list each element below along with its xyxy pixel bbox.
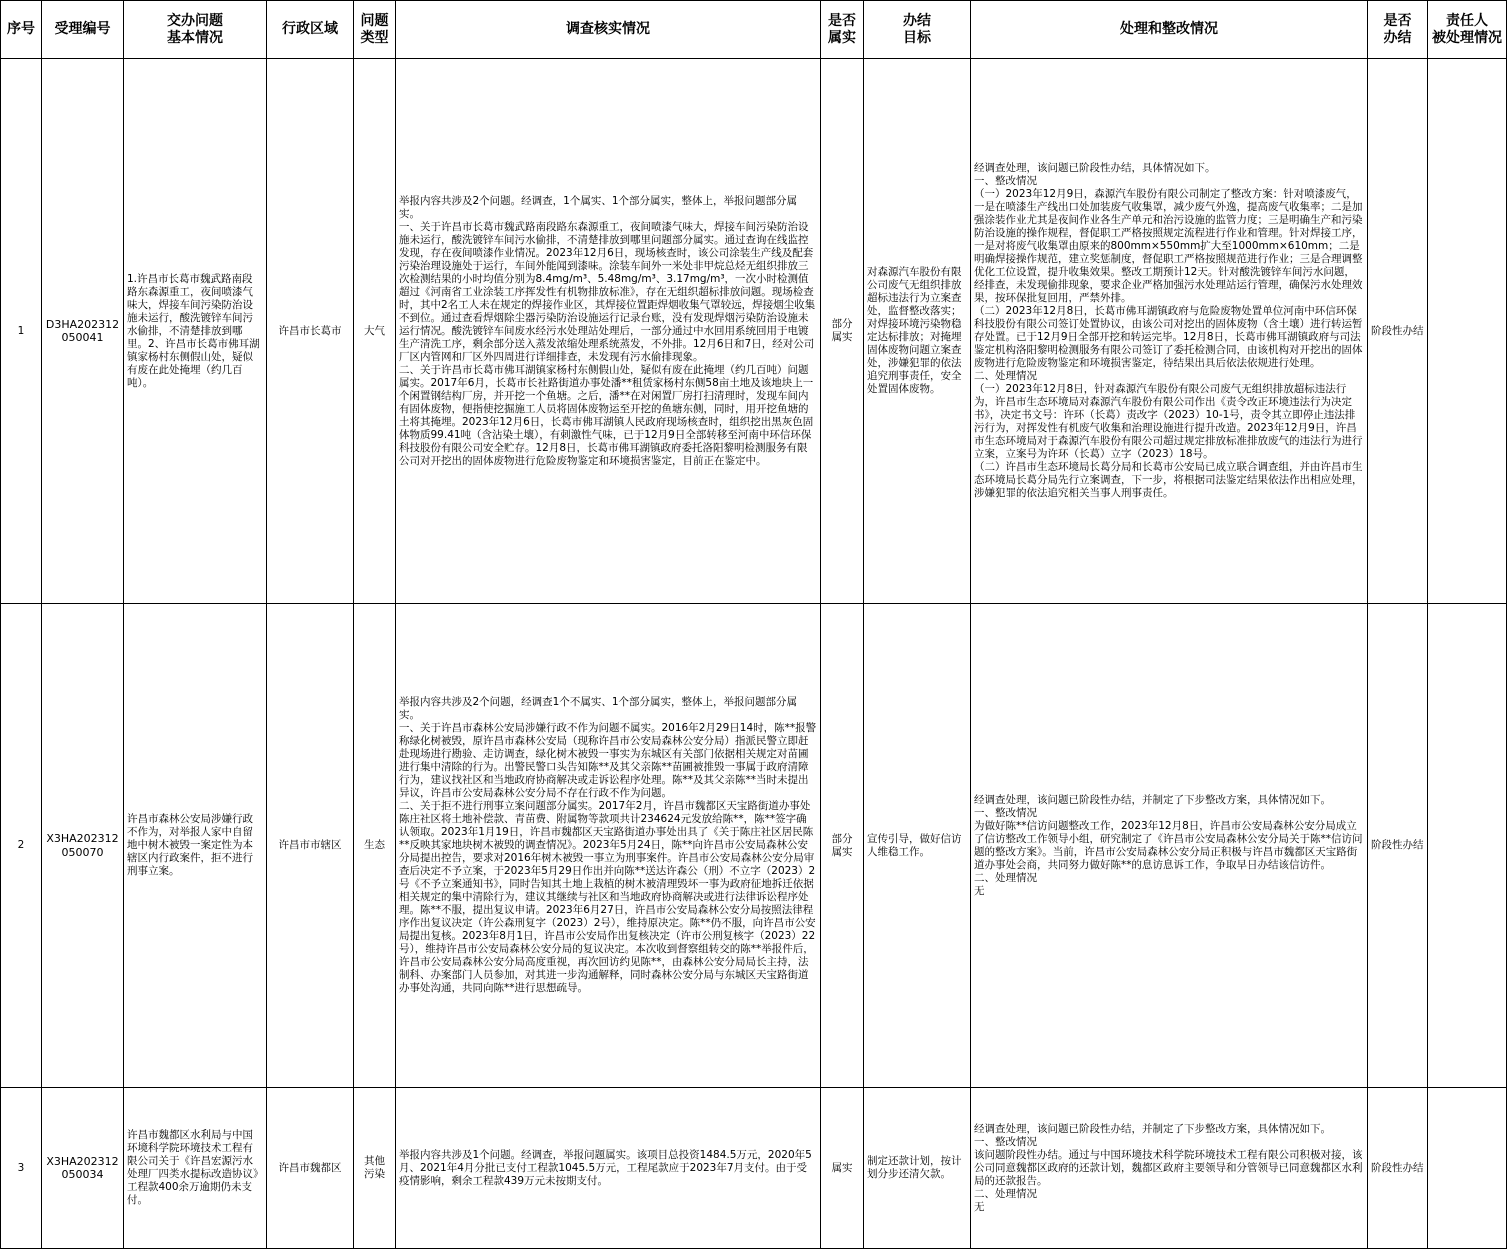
row-problem: 1.许昌市长葛市魏武路南段路东森源重工，夜间喷漆气味大，焊接车间污染防治设施未运行，酸洗镀锌车间污水偷排，不清楚排放到哪里。2、许昌市长葛市佛耳湖镇家杨村东侧假山处，疑似有废在此处掩埋（约几百吨）。 [124,59,267,604]
row-handling: 经调查处理，该问题已阶段性办结，具体情况如下。 一、整改情况 （一）2023年12月9日，森源汽车股份有限公司制定了整改方案：针对喷漆废气，一是在喷漆生产线出口处加装废气收集罩，减少废气外逸，提高废气收集率；二是加强涂装作业尤其是夜间作业各生产单元和治污设施的监管力度；三是明确生产和污染防治设施的操作规程，督促职工严格按照规定流程进行作业和管理。针对焊接工序，一是对将废气收集罩由原来的800mm×550mm扩大至1000mm×610mm；二是明确焊接操作规范，建立奖惩制度，督促职工严格按照规范进行作业；三是合理调整优化工位设置，提升收集效果。整改工期预计12天。针对酸洗镀锌车间污水问题，经排查，未发现偷排现象，要求企业严格加强污水处理站运行管理，确保污水处理效果，按环保批复回用，严禁外排。 （二）2023年12月8日，长葛市佛耳湖镇政府与危险废物处置单位河南中环信环保科技股份有限公司签订处置协议，由该公司对挖出的固体废物（含土壤）进行转运暂存处置。已于12月9日全部开挖和转运完毕。12月8日，长葛市佛耳湖镇政府与司法鉴定机构洛阳黎明检测服务有限公司签订了委托检测合同，由该机构对开挖出的固体废物进行危险废物鉴定和环境损害鉴定，待结果出具后依法依规进行处理。 二、处理情况 （一）2023年12月8日，针对森源汽车股份有限公司废气无组织排放超标违法行为，许昌市生态环境局对森源汽车股份有限公司作出《责令改正环境违法行为决定书》，决定书文号：许环（长葛）责改字（2023）10-1号，责令其立即停止违法排污行为，对挥发性有机废气收集和治理设施进行提升改造。2023年12月9日，许昌市生态环境局对于森源汽车股份有限公司超过规定排放标准排放废气的违法行为进行立案，立案号为许环（长葛）立字（2023）18号。 （二）许昌市生态环境局长葛分局和长葛市公安局已成立联合调查组，并由许昌市生态环境局长葛分局先行立案调查，下一步，将根据司法鉴定结果依法作出相应处理，涉嫌犯罪的依法追究相关当事人刑事责任。 [971,59,1368,604]
row-responsible [1428,1088,1507,1249]
row-investigation: 举报内容共涉及1个问题。经调查，举报问题属实。该项目总投资1484.5万元，2020年5月、2021年4月分批已支付工程款1045.5万元，工程尾款应于2023年7月支付。由于受疫情影响，剩余工程款439万元未按期支付。 [396,1088,821,1249]
table-row [1,1088,1507,1249]
table-row [1,59,1507,604]
header-type: 问题 类型 [354,1,396,59]
row-done: 阶段性办结 [1368,604,1428,1088]
row-responsible [1428,59,1507,604]
header-problem: 交办问题 基本情况 [124,1,267,59]
row-id: X3HA202312 050034 [42,1088,124,1249]
row-responsible [1428,604,1507,1088]
header-seq: 序号 [1,1,42,59]
row-type: 生态 [354,604,396,1088]
row-truth: 部分 属实 [821,604,864,1088]
header-row [1,1,1507,59]
row-goal: 对森源汽车股份有限公司废气无组织排放超标违法行为立案查处，监督整改落实；对焊接环境污染物稳定达标排放；对掩埋固体废物问题立案查处，涉嫌犯罪的依法追究刑事责任，安全处置固体废物。 [864,59,971,604]
row-investigation: 举报内容共涉及2个问题，经调查1个不属实、1个部分属实，整体上，举报问题部分属实。 一、关于许昌市森林公安局涉嫌行政不作为问题不属实。2016年2月29日14时，陈**报警称绿化树被毁，原许昌市森林公安局（现称许昌市公安局森林公安分局）指派民警立即赶赴现场进行勘验、走访调查，绿化树木被毁一事实为东城区有关部门依据相关规定对苗圃进行集中清除的行为。出警民警口头告知陈**及其父亲陈**苗圃被推毁一事属于政府清障行为，建议找社区和当地政府协商解决或走诉讼程序处理。陈**及其父亲陈**当时未提出异议，许昌市公安局森林公安分局不存在行政不作为问题。 二、关于拒不进行刑事立案问题部分属实。2017年2月，许昌市魏都区天宝路街道办事处陈庄社区将土地补偿款、青苗费、附属物等款项共计234624元发放给陈**，陈**签字确认领取。2023年1月19日，许昌市魏都区天宝路街道办事处出具了《关于陈庄社区居民陈**反映其家地块树木被毁的调查情况》。2023年5月24日，陈**向许昌市公安局森林公安分局提出控告，要求对2016年树木被毁一事立为刑事案件。许昌市公安局森林公安分局审查后决定不予立案，于2023年5月29日作出并向陈**送达许森公（刑）不立字（2023）2号《不予立案通知书》，同时告知其土地上栽植的树木被清理毁坏一事为政府征地拆迁依据相关规定的集中清除行为，建议其继续与社区和当地政府协商解决或进行法律诉讼程序处理。陈**不服，提出复议申请。2023年6月27日，许昌市公安局森林公安分局按照法律程序作出复议决定（许公森刑复字（2023）2号），维持原决定。陈**仍不服，向许昌市公安局提出复核。2023年8月1日，许昌市公安局作出复核决定（许市公刑复核字（2023）22号），维持许昌市公安局森林公安分局的复议决定。本次收到督察组转交的陈**举报件后，许昌市公安局森林公安分局高度重视，再次回访约见陈**，由森林公安分局局长主持，法制科、办案部门人员参加，对其进一步沟通解释，同时森林公安分局与东城区天宝路街道办事处沟通，共同向陈**进行思想疏导。 [396,604,821,1088]
row-region: 许昌市市辖区 [267,604,354,1088]
header-region: 行政区域 [267,1,354,59]
row-done: 阶段性办结 [1368,59,1428,604]
row-problem: 许昌市森林公安局涉嫌行政不作为，对举报人家中自留地中树木被毁一案定性为本辖区内行政案件，拒不进行刑事立案。 [124,604,267,1088]
row-region: 许昌市魏都区 [267,1088,354,1249]
row-seq: 3 [1,1088,42,1249]
row-done: 阶段性办结 [1368,1088,1428,1249]
row-goal: 宣传引导，做好信访人维稳工作。 [864,604,971,1088]
header-handling: 处理和整改情况 [971,1,1368,59]
row-goal: 制定还款计划，按计划分步还清欠款。 [864,1088,971,1249]
row-truth: 部分 属实 [821,59,864,604]
row-seq: 2 [1,604,42,1088]
table-row [1,604,1507,1088]
row-truth: 属实 [821,1088,864,1249]
row-region: 许昌市长葛市 [267,59,354,604]
row-problem: 许昌市魏都区水利局与中国环境科学院环境技术工程有限公司关于《许昌宏源污水处理厂四类水提标改造协议》工程款400余万逾期仍未支付。 [124,1088,267,1249]
row-type: 大气 [354,59,396,604]
row-seq: 1 [1,59,42,604]
row-type: 其他 污染 [354,1088,396,1249]
row-investigation: 举报内容共涉及2个问题。经调查，1个属实、1个部分属实，整体上，举报问题部分属实。 一、关于许昌市长葛市魏武路南段路东森源重工，夜间喷漆气味大，焊接车间污染防治设施未运行，酸洗镀锌车间污水偷排，不清楚排放到哪里问题部分属实。通过查询在线监控发现，存在夜间喷漆作业情况。2023年12月6日，现场核查时，该公司涂装生产线及配套污染治理设施处于运行，车间外能闻到漆味。涂装车间外一米处非甲烷总烃无组织排放三次检测结果的小时均值分别为8.4mg/m³、5.48mg/m³、3.17mg/m³，一次小时检测值超过《河南省工业涂装工序挥发性有机物排放标准》，存在无组织超标排放问题。现场检查时，其中2名工人未在规定的焊接作业区，其焊接位置距焊烟收集气罩较远，焊接烟尘收集不到位。通过查看焊烟除尘器污染防治设施运行记录台账，没有发现焊烟污染防治设施未运行情况。酸洗镀锌车间废水经污水处理站处理后，一部分通过中水回用系统回用于电镀生产清洗工序，剩余部分送入蒸发浓缩处理系统蒸发，不外排。12月6日和7日，经对公司厂区内管网和厂区外四周进行详细排查，未发现有污水偷排现象。 二、关于许昌市长葛市佛耳湖镇家杨村东侧假山处，疑似有废在此掩埋（约几百吨）问题属实。2017年6月，长葛市长社路街道办事处潘**租赁家杨村东侧58亩土地及该地块上一个闲置钢结构厂房，并开挖一个鱼塘。之后，潘**在对闲置厂房打扫清理时，发现车间内有固体废物，便指使挖掘施工人员将固体废物运至开挖的鱼塘东侧，同时，用开挖鱼塘的土将其掩埋。2023年12月6日，长葛市佛耳湖镇人民政府现场核查时，组织挖出黑灰色固体物质99.41吨（含沾染土壤），有刺激性气味，已于12月9日全部转移至河南中环信环保科技股份有限公司安全贮存。12月8日，长葛市佛耳湖镇政府委托洛阳黎明检测服务有限公司对开挖出的固体废物进行危险废物鉴定和环境损害鉴定，目前正在鉴定中。 [396,59,821,604]
row-handling: 经调查处理，该问题已阶段性办结，并制定了下步整改方案，具体情况如下。 一、整改情况 该问题阶段性办结。通过与中国环境技术科学院环境技术工程有限公司积极对接，该公司同意魏都区政府的还款计划，魏都区政府主要领导和分管领导已同意魏都区水利局的还款报告。 二、处理情况 无 [971,1088,1368,1249]
row-id: D3HA202312 050041 [42,59,124,604]
row-handling: 经调查处理，该问题已阶段性办结，并制定了下步整改方案，具体情况如下。 一、整改情况 为做好陈**信访问题整改工作，2023年12月8日，许昌市公安局森林公安分局成立了信访整改工作领导小组，研究制定了《许昌市公安局森林公安分局关于陈**信访问题的整改方案》。当前，许昌市公安局森林公安分局正积极与许昌市魏都区天宝路街道办事处会商，共同努力做好陈**的息访息诉工作，争取早日办结该信访件。 二、处理情况 无 [971,604,1368,1088]
row-id: X3HA202312 050070 [42,604,124,1088]
header-truth: 是否 属实 [821,1,864,59]
header-investigation: 调查核实情况 [396,1,821,59]
header-done: 是否 办结 [1368,1,1428,59]
header-goal: 办结 目标 [864,1,971,59]
header-responsible: 责任人 被处理情况 [1428,1,1507,59]
header-id: 受理编号 [42,1,124,59]
